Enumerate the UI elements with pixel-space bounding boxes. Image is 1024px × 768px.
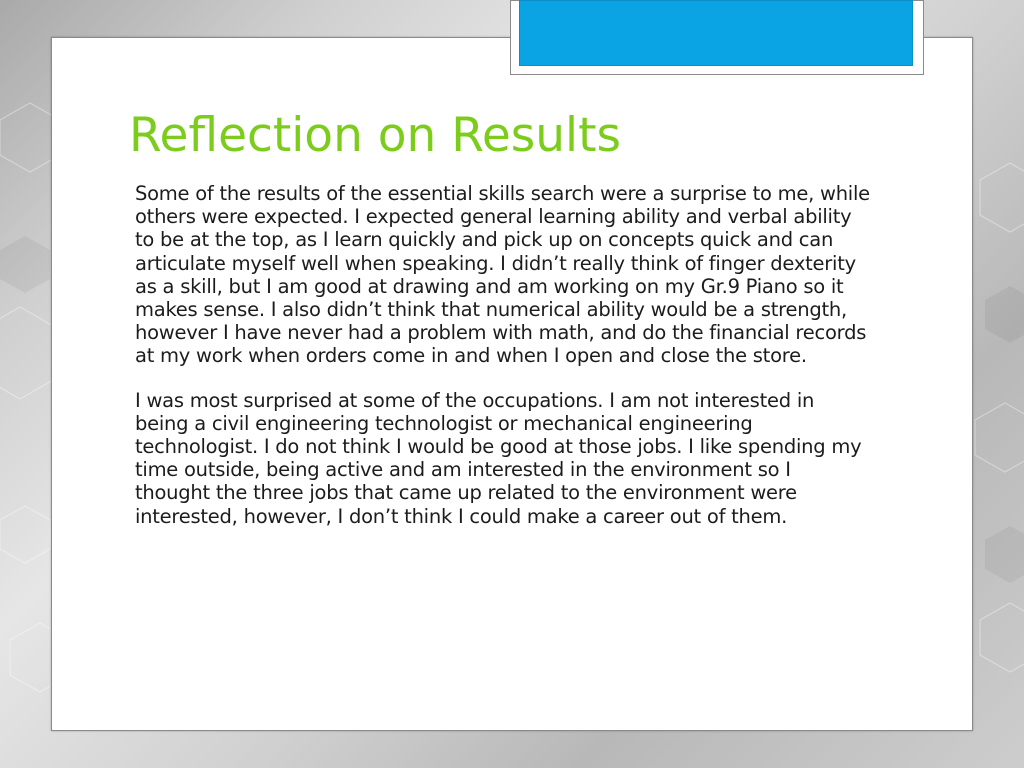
body-paragraph-2: I was most surprised at some of the occupations. I am not interested in being a civil engineering technologist or mechanical engineering technologist. I do not think I would be good at those jobs. I like spending my time outside, being active and am interested in the environment so I thought the three jobs that came up related to the environment were interested, however, I don’t think I could make a career out of them.: [135, 388, 862, 528]
slide-body: [135, 182, 870, 528]
slide-title: Reflection on Results: [129, 108, 621, 163]
body-paragraph-1: Some of the results of the essential skills search were a surprise to me, while others were expected. I expected general learning ability and verbal ability to be at the top, as I learn quickly and pick up on concepts quick and can articulate myself well when speaking. I didn’t really think of finger dexterity as a skill, but I am good at drawing and am working on my Gr.9 Piano so it makes sense. I also didn’t think that numerical ability would be a strength, however I have never had a problem with math, and do the financial records at my work when orders come in and when I open and close the store.: [135, 182, 870, 368]
accent-bar: [519, 0, 913, 66]
